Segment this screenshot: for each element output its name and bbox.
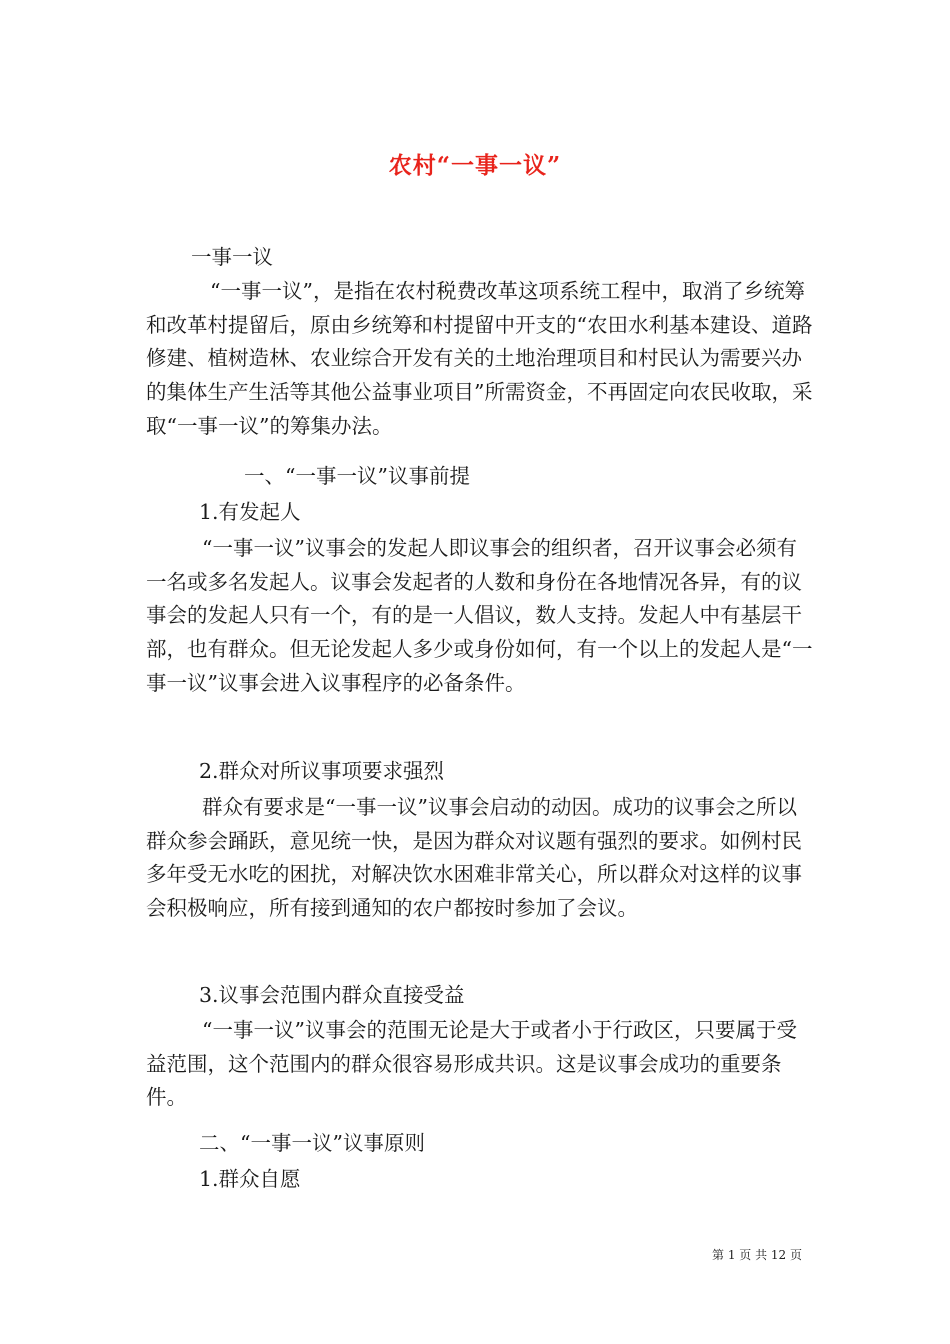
subheading-1-3: 3.议事会范围内群众直接受益 [199, 983, 465, 1007]
section-heading-1: 一、“一事一议”议事前提 [244, 464, 470, 488]
page-number: 第 1 页 共 12 页 [712, 1248, 802, 1262]
paragraph-heading: 一事一议 [191, 245, 273, 269]
paragraph-1-2: 群众有要求是“一事一议”议事会启动的动因。成功的议事会之所以群众参会踊跃，意见统一快，是因为群众对议题有强烈的要求。如例村民多年受无水吃的困扰，对解决饮水困难非常关心，所以群众对这样的议事会积极响应，所有接到通知的农户都按时参加了会议。 [146, 795, 802, 921]
document-title: 农村“一事一议” [388, 152, 562, 180]
subheading-1-1: 1.有发起人 [199, 500, 301, 524]
paragraph-intro: “一事一议”，是指在农村税费改革这项系统工程中，取消了乡统筹和改革村提留后，原由乡统筹和村提留中开支的“农田水利基本建设、道路修建、植树造林、农业综合开发有关的土地治理项目和村民认为需要兴办的集体生产生活等其他公益事业项目”所需资金，不再固定向农民收取，采取“一事一议”的筹集办法。 [146, 279, 813, 438]
subheading-2-1: 1.群众自愿 [199, 1167, 301, 1191]
paragraph-1-1: “一事一议”议事会的发起人即议事会的组织者，召开议事会必须有一名或多名发起人。议事会发起者的人数和身份在各地情况各异，有的议事会的发起人只有一个，有的是一人倡议，数人支持。发起人中有基层干部，也有群众。但无论发起人多少或身份如何，有一个以上的发起人是“一事一议”议事会进入议事程序的必备条件。 [146, 536, 813, 695]
section-heading-2: 二、“一事一议”议事原则 [199, 1131, 425, 1155]
subheading-1-2: 2.群众对所议事项要求强烈 [199, 759, 445, 783]
paragraph-1-3: “一事一议”议事会的范围无论是大于或者小于行政区，只要属于受益范围，这个范围内的群众很容易形成共识。这是议事会成功的重要条件。 [146, 1018, 797, 1110]
